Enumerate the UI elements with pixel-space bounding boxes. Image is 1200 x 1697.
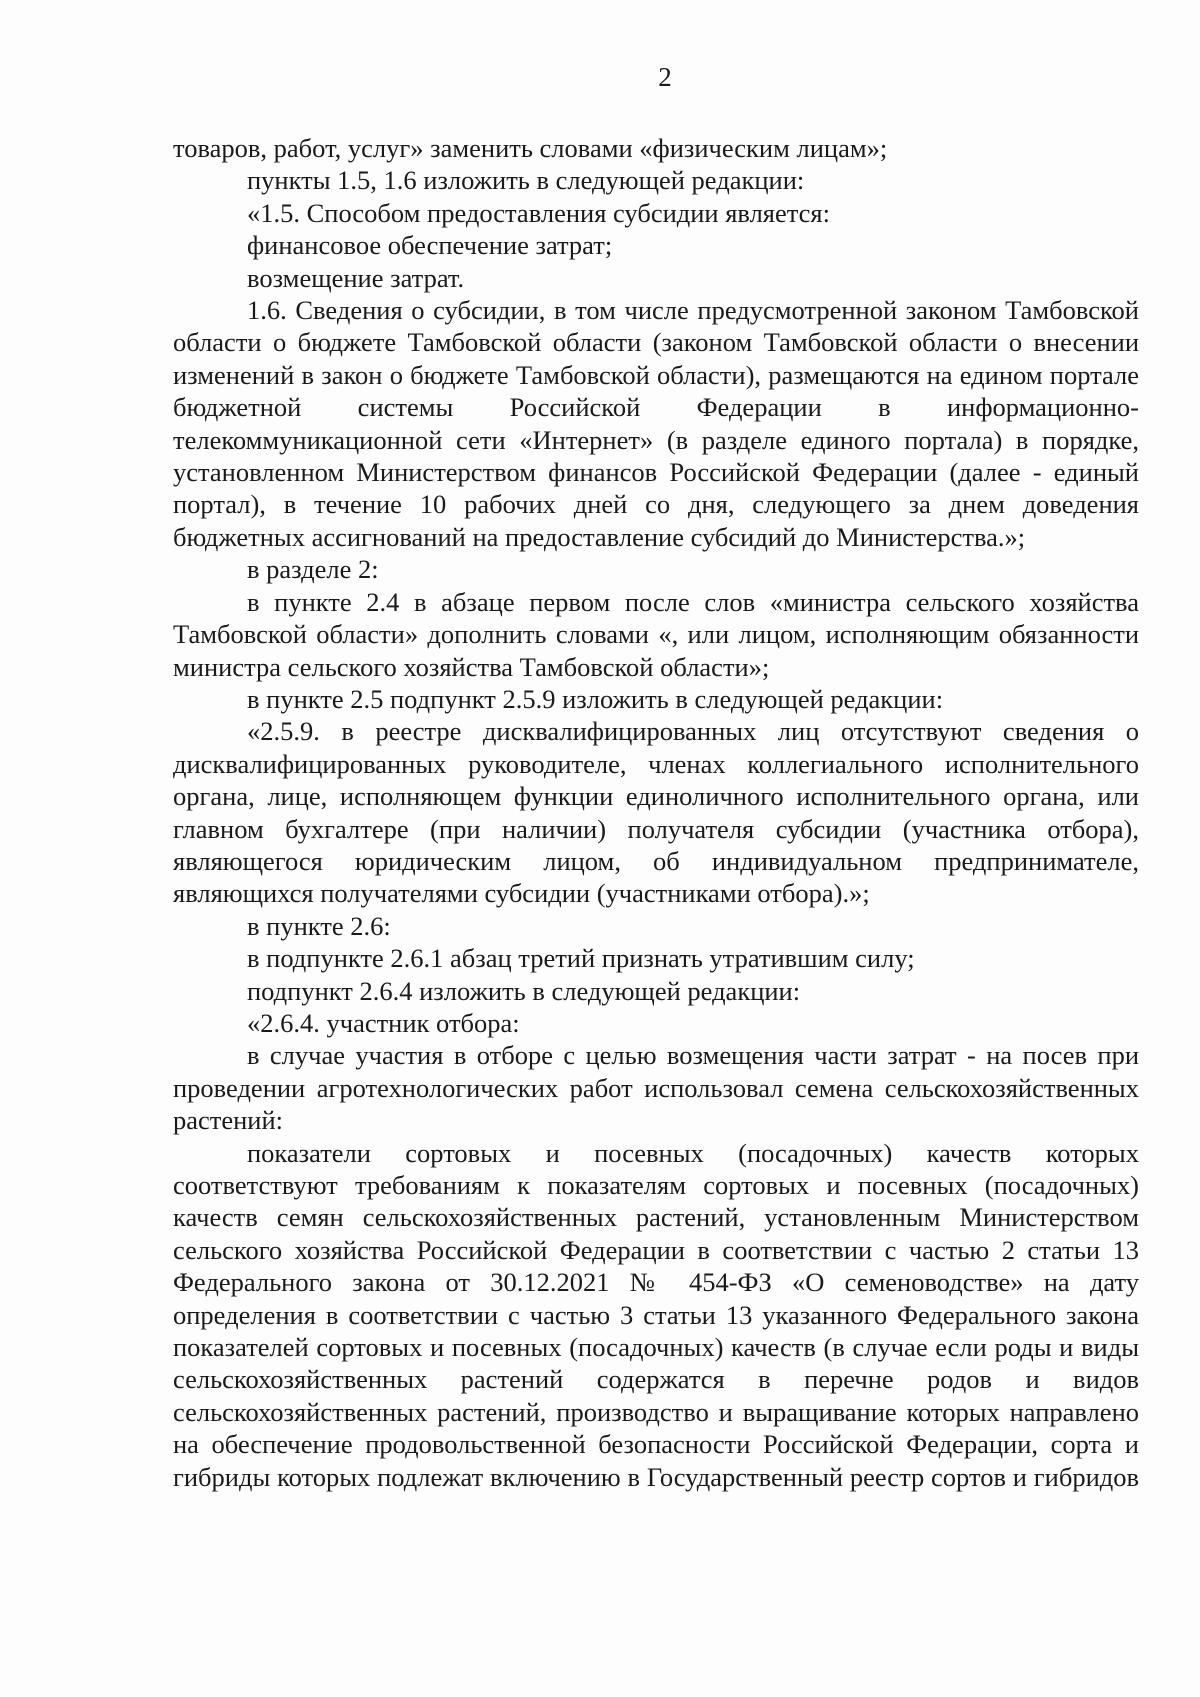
- paragraph: в разделе 2:: [247, 554, 379, 585]
- paragraph: «2.6.4. участник отбора:: [247, 1007, 520, 1038]
- paragraph: в пункте 2.6:: [247, 910, 391, 941]
- paragraph: «2.5.9. в реестре дисквалифицированных лиц отсутствуют сведения о дисквалифицированных руководителе, членах коллегиального исполнительного органа, лице, исполняющем функции единоличного исполнительного органа, или главном бухгалтере (при наличии) получателя субсидии (участника отбора), являющегося юридическим лицом, об индивидуальном предпринимателе, являющихся получателями субсидии (участниками отбора).»;: [173, 716, 1139, 909]
- page-number: 2: [658, 62, 672, 92]
- paragraph: в подпункте 2.6.1 абзац третий признать утратившим силу;: [247, 943, 915, 974]
- paragraph: пункты 1.5, 1.6 изложить в следующей редакции:: [247, 165, 805, 196]
- paragraph: в пункте 2.5 подпункт 2.5.9 изложить в следующей редакции:: [247, 683, 944, 714]
- paragraph: «1.5. Способом предоставления субсидии является:: [247, 197, 830, 228]
- paragraph: возмещение затрат.: [247, 262, 465, 293]
- document-body: [173, 132, 1139, 1493]
- paragraph: 1.6. Сведения о субсидии, в том числе предусмотренной законом Тамбовской области о бюджете Тамбовской области (законом Тамбовской области о внесении изменений в закон о бюджете Тамбовской области), размещаются на едином портале бюджетной системы Российской Федерации в информационно-телекоммуникационной сети «Интернет» (в разделе единого портала) в порядке, установленном Министерством финансов Российской Федерации (далее - единый портал), в течение 10 рабочих дней со дня, следующего за днем доведения бюджетных ассигнований на предоставление субсидий до Министерства.»;: [173, 295, 1139, 552]
- paragraph: в пункте 2.4 в абзаце первом после слов «министра сельского хозяйства Тамбовской области» дополнить словами «, или лицом, исполняющим обязанности министра сельского хозяйства Тамбовской области»;: [173, 586, 1139, 682]
- paragraph: товаров, работ, услуг» заменить словами «физическим лицам»;: [173, 133, 888, 163]
- paragraph: подпункт 2.6.4 изложить в следующей редакции:: [247, 975, 801, 1006]
- paragraph: показатели сортовых и посевных (посадочных) качеств которых соответствуют требованиям к показателям сортовых и посевных (посадочных) качеств семян сельскохозяйственных растений, установленным Министерством сельского хозяйства Российской Федерации в соответствии с частью 2 статьи 13 Федерального закона от 30.12.2021 № 454-ФЗ «О семеноводстве» на дату определения в соответствии с частью 3 статьи 13 указанного Федерального закона показателей сортовых и посевных (посадочных) качеств (в случае если роды и виды сельскохозяйственных растений содержатся в перечне родов и видов сельскохозяйственных растений, производство и выращивание которых направлено на обеспечение продовольственной безопасности Российской Федерации, сорта и гибриды которых подлежат включению в Государственный реестр сортов и гибридов: [173, 1137, 1139, 1492]
- paragraph: финансовое обеспечение затрат;: [247, 230, 613, 261]
- paragraph: в случае участия в отборе с целью возмещения части затрат - на посев при проведении агротехнологических работ использовал семена сельскохозяйственных растений:: [173, 1040, 1139, 1136]
